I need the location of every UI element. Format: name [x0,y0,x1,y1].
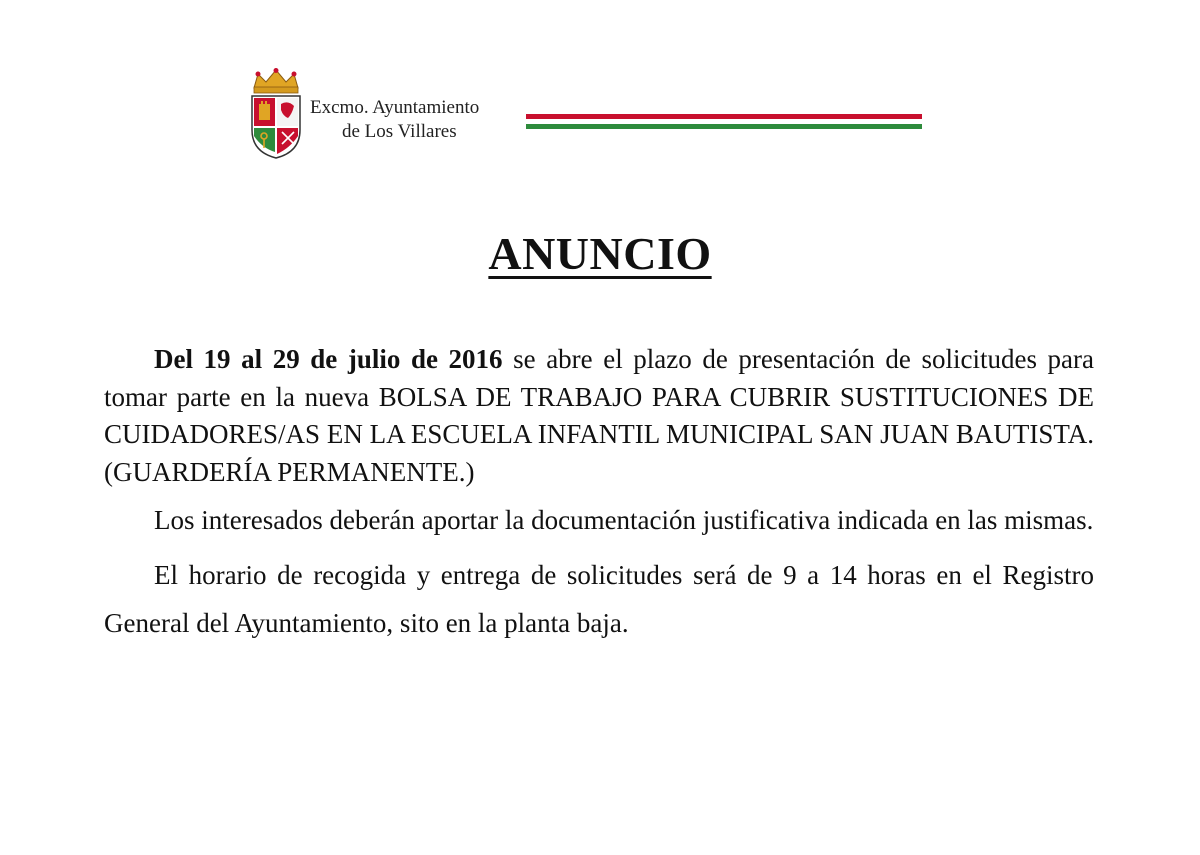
coat-of-arms-icon [248,68,304,160]
org-line-1: Excmo. Ayuntamiento [310,97,480,118]
announcement-title-wrap [0,227,1200,280]
paragraph-1 [104,341,1094,491]
letterhead [248,68,948,168]
paragraph-3 [104,551,1094,647]
organization-name [310,96,479,144]
paragraph-1-dates: Del 19 al 29 de julio de 2016 [154,344,503,374]
paragraph-3-text: El horario de recogida y entrega de solicitudes será de 9 a 14 horas en el Registro General del Ayuntamiento, sito en la planta baja. [104,559,1094,638]
flag-stripe-green [526,124,922,129]
announcement-body [104,341,1094,647]
paragraph-2 [104,502,1094,540]
paragraph-2-text: Los interesados deberán aportar la documentación justificativa indicada en las mismas. [154,505,1094,535]
flag-stripes [526,114,922,130]
org-line-2: de Los Villares [342,121,457,142]
announcement-title: ANUNCIO [488,228,712,279]
paragraph-1-text: se abre el plazo de presentación de solicitudes para tomar parte en la nueva BOLSA DE TRABAJO PARA CUBRIR SUSTITUCIONES DE CUIDADORES/AS EN LA ESCUELA INFANTIL MUNICIPAL SAN JUAN BAUTISTA. (GUARDERÍA PERMANENTE.) [104,344,1094,487]
